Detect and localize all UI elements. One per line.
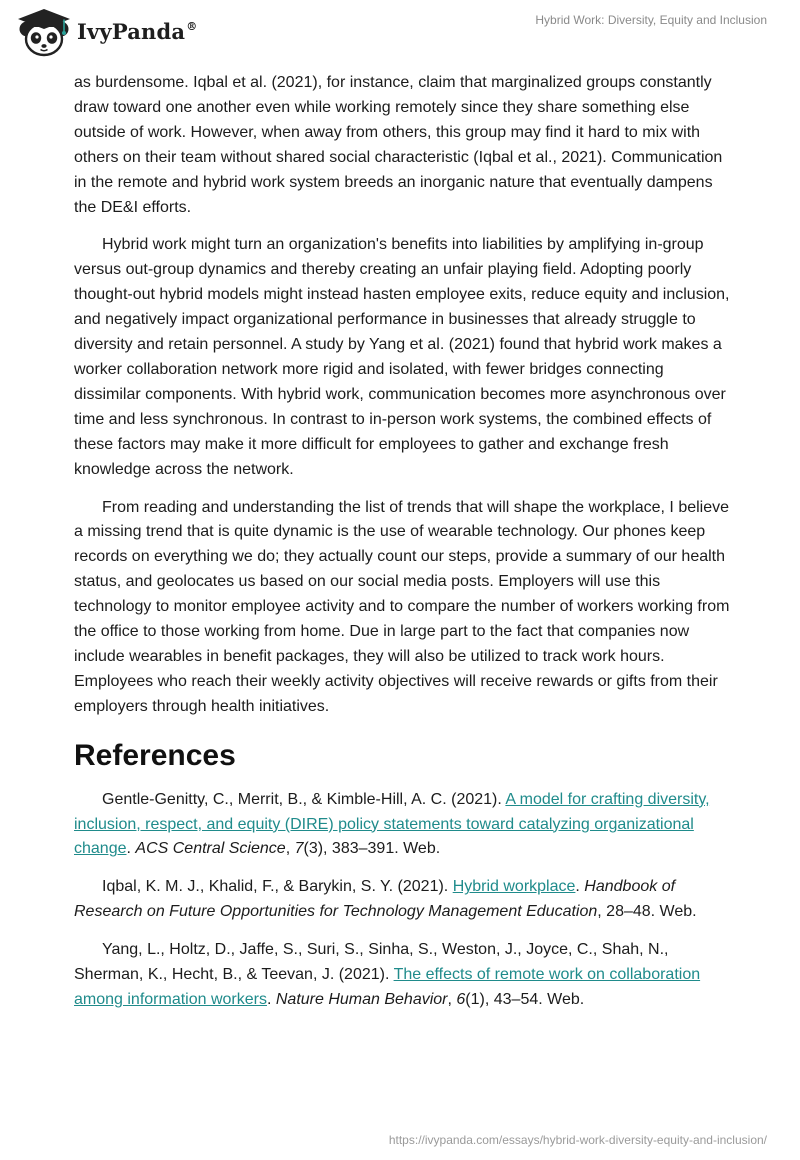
reference-journal: Handbook of Research on Future Opportunities for Technology Management Education: [74, 878, 676, 921]
reference-authors: Gentle-Genitty, C., Merrit, B., & Kimble-Hill, A. C. (2021).: [102, 790, 506, 808]
reference-volume: 7: [294, 840, 304, 858]
reference-item: [74, 938, 734, 1013]
reference-authors: Yang, L., Holtz, D., Jaffe, S., Suri, S., Sinha, S., Weston, J., Joyce, C., Shah, N., Sherman, K., Hecht, B., & Teevan, J. (2021).: [74, 941, 669, 984]
reference-sep: ,: [597, 903, 607, 921]
reference-journal: ACS Central Science: [135, 840, 286, 858]
brand-text: IvyPanda: [77, 19, 186, 44]
source-url[interactable]: https://ivypanda.com/essays/hybrid-work-diversity-equity-and-inclusion/: [388, 1133, 767, 1147]
panda-graduate-logo-icon[interactable]: [14, 7, 74, 59]
reference-pages: (1), 43–54. Web.: [465, 991, 585, 1008]
body-paragraph-1: as burdensome. Iqbal et al. (2021), for instance, claim that marginalized groups constantly draw toward one another even while working remotely since they share something else outside of work. However, when away from others, this group may find it hard to mix with others on their team without shared social characteristic (Iqbal et al., 2021). Communication in the remote and hybrid work system breeds an inorganic nature that eventually dampens the DE&I efforts.: [74, 74, 723, 216]
references-heading: References: [74, 738, 236, 772]
reference-authors: Iqbal, K. M. J., Khalid, F., & Barykin, S. Y. (2021).: [102, 878, 453, 896]
reference-journal: Nature Human Behavior: [275, 991, 448, 1008]
reference-link[interactable]: Hybrid workplace: [452, 878, 576, 896]
reference-link[interactable]: A model for crafting diversity, inclusion, respect, and equity (DIRE) policy statements toward catalyzing organizational change: [74, 790, 710, 858]
reference-sep: ,: [447, 991, 457, 1008]
reference-pages: 28–48. Web.: [606, 903, 697, 921]
reference-pages: (3), 383–391. Web.: [303, 840, 441, 858]
registered-mark: ®: [186, 20, 198, 33]
essay-body: [74, 71, 734, 1026]
document-title: Hybrid Work: Diversity, Equity and Inclusion: [535, 13, 767, 27]
reference-punct: .: [126, 840, 136, 858]
body-paragraph-3: From reading and understanding the list of trends that will shape the workplace, I believe a missing trend that is quite dynamic is the use of wearable technology. Our phones keep records on everything we do; they actually count our steps, provide a summary of our health status, and geolocates us based on our social media posts. Employers will use this technology to monitor employee activity and to compare the number of workers working from the office to those working from home. Due in large part to the fact that companies now include wearables in benefit packages, they will also be utilized to track work hours. Employees who reach their weekly activity objectives will receive rewards or gifts from their employers through health initiatives.: [74, 498, 730, 715]
reference-link[interactable]: The effects of remote work on collaboration among information workers: [74, 966, 701, 1008]
reference-punct: .: [575, 878, 585, 896]
reference-punct: .: [266, 991, 276, 1008]
reference-item: [74, 875, 734, 925]
reference-sep: ,: [285, 840, 295, 858]
page-header: [0, 0, 800, 70]
body-paragraph-2: Hybrid work might turn an organization's benefits into liabilities by amplifying in-group versus out-group dynamics and thereby creating an unfair playing field. Adopting poorly thought-out hybrid models might instead hasten employee exits, reduce equity and inclusion, and negatively impact organizational performance in businesses that already struggle to diversity and retain personnel. A study by Yang et al. (2021) found that hybrid work makes a worker collaboration network more rigid and isolated, with fewer bridges connecting dissimilar components. With hybrid work, communication becomes more asynchronous over time and less synchronous. In contrast to in-person work systems, the combined effects of these factors may make it more difficult for employees to gather and exchange fresh knowledge across the network.: [74, 236, 730, 478]
reference-item: [74, 788, 734, 863]
brand-name[interactable]: [77, 19, 197, 44]
reference-volume: 6: [456, 991, 466, 1008]
